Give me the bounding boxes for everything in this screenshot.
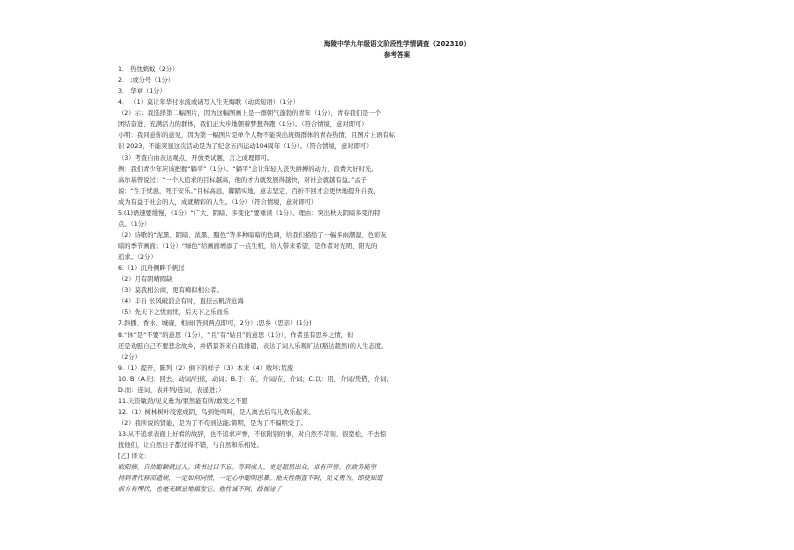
answer-line: 小明：我同意你的意见，因为第一幅图片是单个人物不能突出班级群体的青春热情，且图片上语有标 [118,132,396,140]
answer-line: [乙] 译文： [118,453,151,461]
answer-line: 扰他们，让自然日子都过得不错，与自然和乐相处。 [118,442,263,450]
answer-line: 暗的季节画面；（1分）“绿色”给画面增添了一点生机，给人带来希望，是作者对光明、阳光的 [118,243,378,250]
answer-line: 9.（1）提开，陈列（2）倒下的样子（3）本来（4）败坏;荒废 [118,364,294,372]
answer-line: （2）月有阴晴圆缺 [118,276,173,284]
answer-line: （3）莫我相公商，更有痴似相公者。 [118,287,223,295]
answer-line: 识 2023，不能突显这次活动是为了纪念五四运动104周年（1分）。（符合情境，意对即可） [118,143,373,151]
answer-line: 成为有益于社会的人，成就精彩的人生。（1分）（符合情境，意对即可） [118,198,318,206]
answer-line: 说：“生于忧患，死于安乐。”目标高远，脚踏实地，意志坚定，百折不回才会更快地提升自我， [118,187,380,195]
answer-line: 点。（1分） [118,220,151,228]
answer-lines [118,64,558,495]
answer-line: 6.（1）沉舟侧畔千帆过 [118,265,185,273]
answer-line: 例：我们青少年应该把握“躺平”（1分）。“躺平”会让年轻人丧失拼搏的动力，浪费大好时光。 [118,165,378,173]
answer-line: （3）考查自由表达观点，开放类试题，言之成理即可。 [118,154,274,162]
answer-line: 12.（1）树林树叶茂密成阴，鸟到处鸣叫，是人离去后鸟儿欢乐起来。 [118,408,315,416]
answer-line: （5）先天下之忧而忧，后天下之乐而乐 [118,309,230,317]
answer-line: 前方有埋伏，也毫无顾忌地搞发它。他性诚不阿，歧视途了 [118,486,282,494]
answer-line: 13.从不追求表面上好看的故辞，也不追求声誉，不依附别的事，对自然不苛刻、很宽松，不去惊 [118,431,387,439]
answer-line: 团结奋进、充满活力的群体，我们正大步地朝着梦想奔跑（1分）。（符合情境，意对即可） [118,121,368,129]
document-subtitle: 参考答案 [383,51,411,59]
answer-line: 2． ;或分号（1分） [118,77,175,85]
answer-line: 5.(1)语速要缓慢，（1分）“广大、阴暗、多变化”要重读（1分）。理由：突出秋天阴暗多变的特 [118,209,381,217]
answer-line: 持到者代移而遗规，一定如何同情，一定心中聪明思暴。他天性刚直不阿，见义勇为，即使知道 [118,475,383,483]
answer-line: 高尔基曾说过：“一个人追求的目标越高，他的才力就发展得越快，对社会就越有益。”孟子 [118,176,367,184]
answer-line: 8.“休”是“不要”的意思（1分），“且”有“姑且”的意思（1分），作者虽有思乡之情，但 [118,331,354,339]
answer-line: 还是劝慰自己不要悲念故乡，并借景茶来自我排遣，表达了词人乐观旷达(豁达超然)的人生态度。 [118,342,388,350]
answer-line: （4）丰自 长风破浪会有时，直挂云帆济沧海 [118,298,244,306]
answer-line: 4． （1）莫让年华付水流或请写人生无悔歌（动宾短语）（1分） [118,99,299,107]
answer-line: 追求。（2分） [118,254,157,262]
answer-line: （2）示：我选择第二幅图片，因为这幅图画上是一群朝气蓬勃的青年（1分），青春我们是一个 [118,110,382,118]
answer-line: 3． 华章（1分） [118,88,166,96]
answer-line: 10. B（A.归：回去，动词/归依，动词；B.于：在，介词/在，介词；C.以：用，介词/凭借，介词； [118,375,393,383]
answer-line: D.而：连词，表并列/连词，表递进；） [118,386,225,394]
answer-line: （2）诗歌的“泥黑、阴暗、浓黑、黯色”等多种暗暗的色调，给我们描绘了一幅多雨潮湿、色彩灰 [118,231,387,239]
answer-line: 1． 热忱蚂蚁（2分） [118,66,179,73]
answer-line: 11.天资敏劲/见义勇为/果然能有所/敢发之不愿 [118,397,248,405]
answer-line: （2分） [118,353,141,361]
answer-line: 欧阳修，自幼聪颖就过人。读书过目不忘。等到成人，更是超然出众，卓有声誉。在政务能坚 [118,464,377,472]
document-title: 海陵中学九年级语文阶段性学情调查（202310） [323,40,471,48]
answer-line: 7.斜播、香水、城砚、相雨(答到两点即可，2分）;思乡（思亲）(1分) [118,320,312,328]
answer-line: （2）我所说的贤能，是为了不苟到达能;简明，是为了不偏明受了。 [118,420,307,427]
